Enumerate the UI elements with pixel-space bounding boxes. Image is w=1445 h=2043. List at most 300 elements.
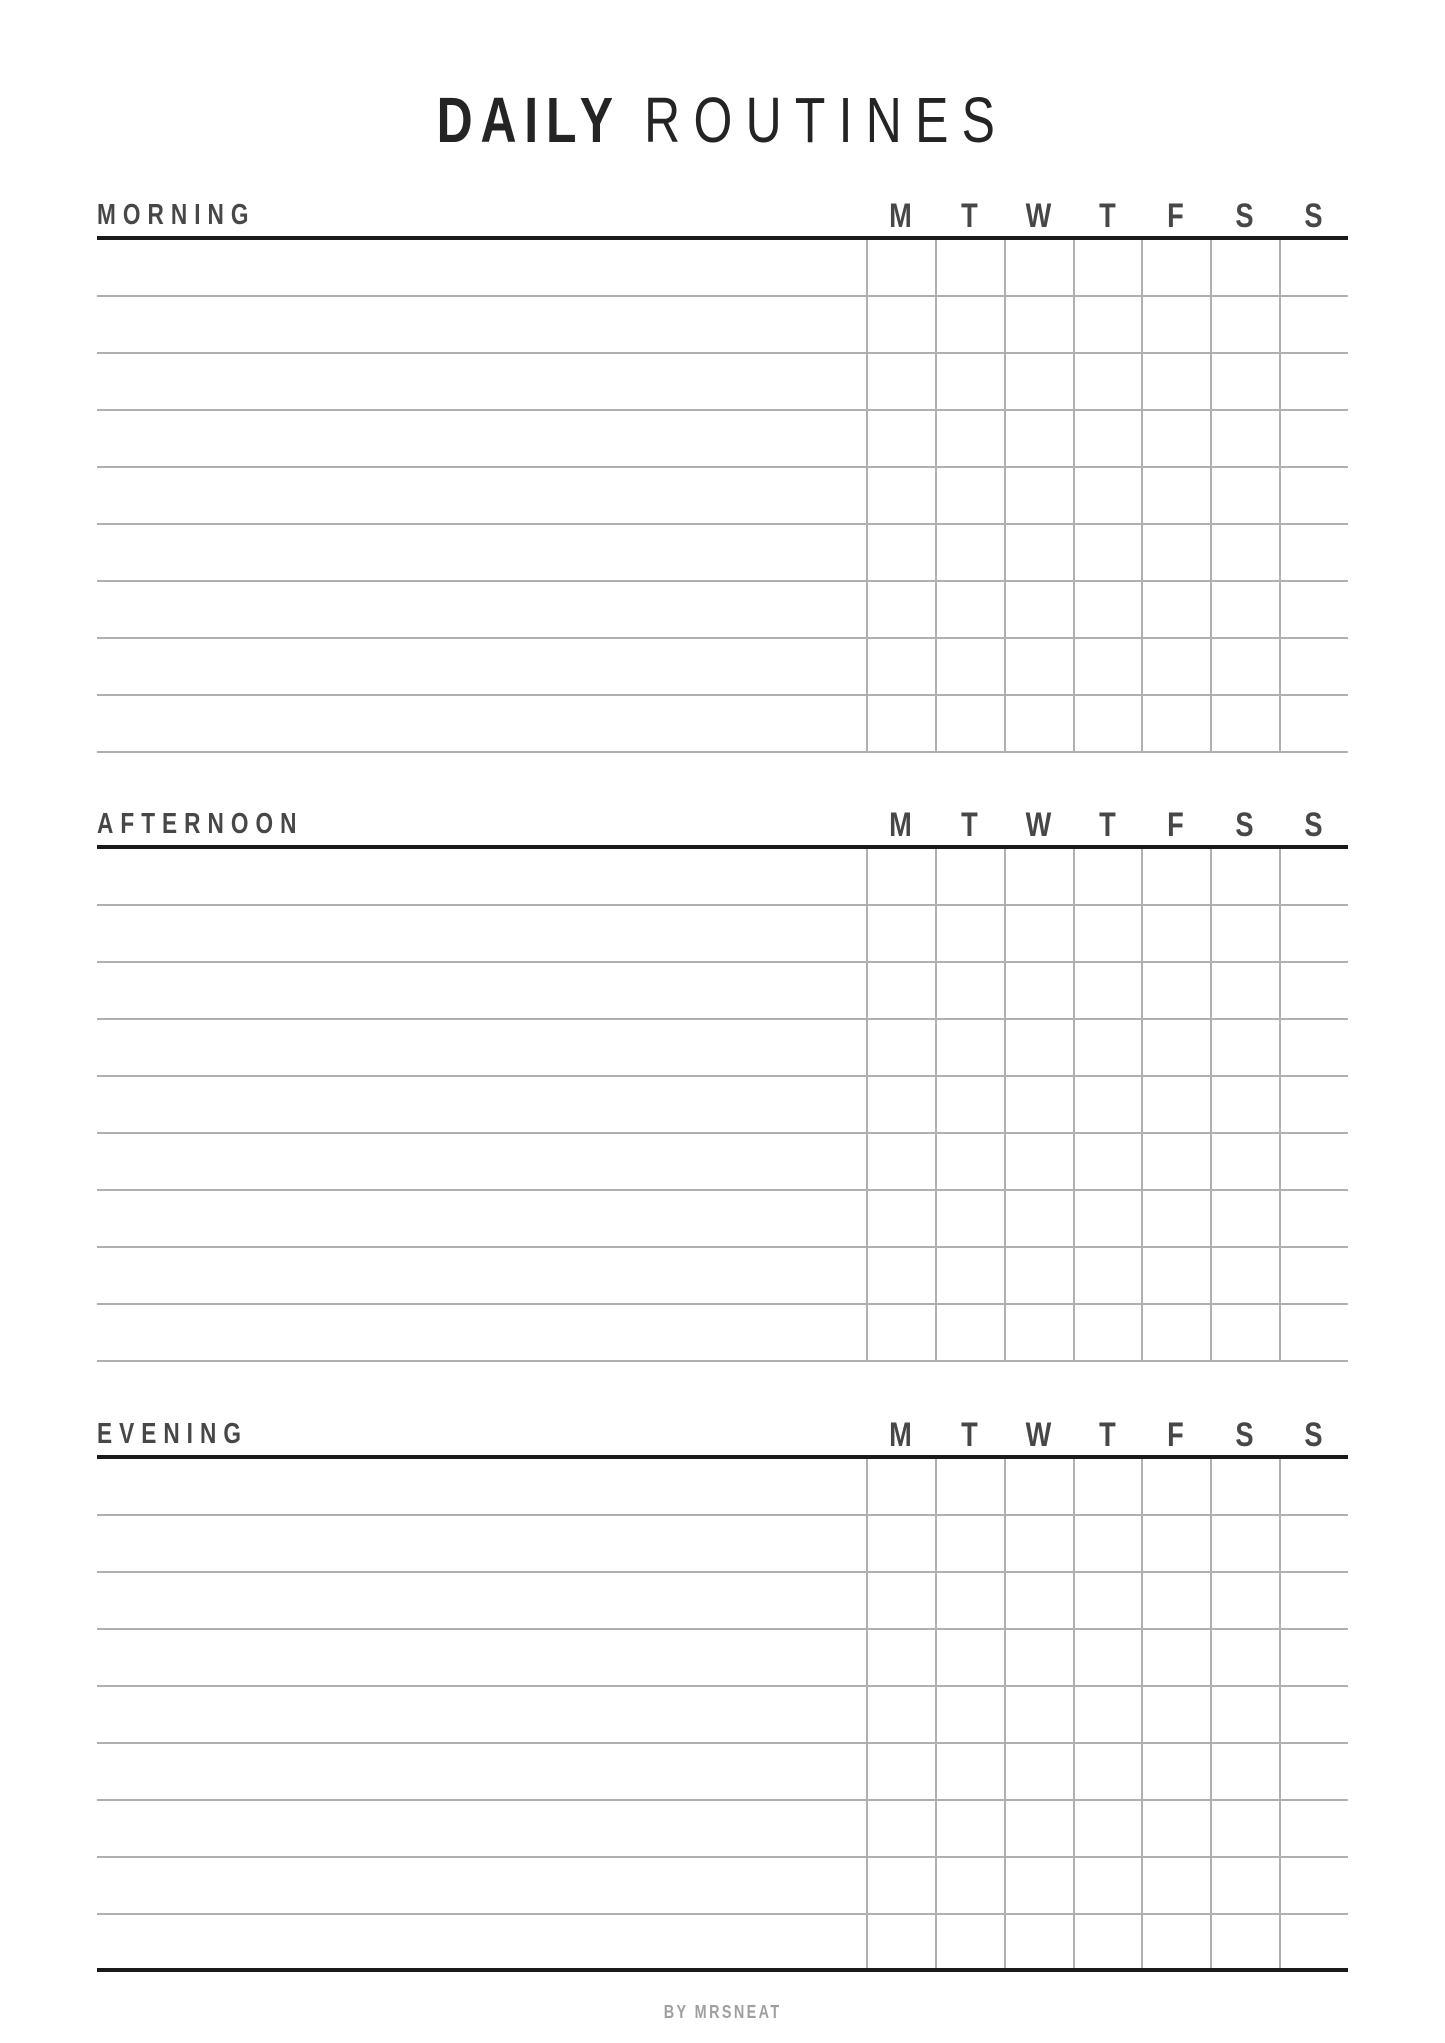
day-check-cell[interactable]: [866, 1858, 935, 1913]
day-check-cell[interactable]: [1279, 639, 1348, 694]
day-check-cell[interactable]: [866, 1134, 935, 1189]
day-check-cell[interactable]: [1141, 1191, 1210, 1246]
task-write-line[interactable]: [97, 1134, 866, 1189]
day-check-cell[interactable]: [1141, 1630, 1210, 1685]
task-row: [97, 1134, 1348, 1191]
day-check-cell[interactable]: [935, 1801, 1004, 1856]
day-cells: [866, 1191, 1348, 1246]
day-check-cell[interactable]: [866, 1020, 935, 1075]
day-check-cell[interactable]: [866, 849, 935, 904]
day-header-label: F: [1167, 806, 1185, 844]
day-check-cell[interactable]: [1004, 411, 1073, 466]
day-header-label: T: [960, 1416, 978, 1454]
day-check-cell[interactable]: [1279, 849, 1348, 904]
day-check-cell[interactable]: [1210, 240, 1279, 295]
day-check-cell[interactable]: [1141, 1077, 1210, 1132]
day-check-cell[interactable]: [1141, 297, 1210, 352]
day-check-cell[interactable]: [1141, 1573, 1210, 1628]
day-check-cell[interactable]: [1210, 963, 1279, 1018]
day-header-label: S: [1235, 806, 1254, 844]
page-title-primary: DAILY: [436, 84, 621, 156]
task-row: [97, 1915, 1348, 1972]
day-check-cell[interactable]: [1141, 354, 1210, 409]
task-write-line[interactable]: [97, 849, 866, 904]
task-write-line[interactable]: [97, 1077, 866, 1132]
task-write-line[interactable]: [97, 1516, 866, 1571]
task-write-line[interactable]: [97, 963, 866, 1018]
day-check-cell[interactable]: [1210, 582, 1279, 637]
day-cells: [866, 1459, 1348, 1514]
day-check-cell[interactable]: [1073, 963, 1142, 1018]
routine-grid: [97, 1459, 1348, 1972]
day-cells: [866, 1305, 1348, 1360]
day-check-cell[interactable]: [1073, 1915, 1142, 1968]
day-check-cell[interactable]: [935, 1630, 1004, 1685]
day-check-cell[interactable]: [1279, 1744, 1348, 1799]
day-header-label: F: [1167, 197, 1185, 235]
day-check-cell[interactable]: [1279, 1305, 1348, 1360]
day-check-cell[interactable]: [1279, 1459, 1348, 1514]
day-cells: [866, 1516, 1348, 1571]
task-row: [97, 1630, 1348, 1687]
task-write-line[interactable]: [97, 411, 866, 466]
task-row: [97, 1459, 1348, 1516]
day-cells: [866, 240, 1348, 295]
day-check-cell[interactable]: [1210, 1915, 1279, 1968]
task-write-line[interactable]: [97, 354, 866, 409]
day-header-row: [866, 199, 1348, 233]
day-check-cell[interactable]: [1210, 1573, 1279, 1628]
task-row: [97, 1248, 1348, 1305]
task-row: [97, 639, 1348, 696]
task-row: [97, 1744, 1348, 1801]
day-check-cell[interactable]: [1073, 1801, 1142, 1856]
day-check-cell[interactable]: [1141, 906, 1210, 961]
day-check-cell[interactable]: [1141, 1687, 1210, 1742]
day-check-cell[interactable]: [935, 1573, 1004, 1628]
day-header-row: [866, 808, 1348, 842]
day-check-cell[interactable]: [1141, 525, 1210, 580]
day-check-cell[interactable]: [935, 1248, 1004, 1303]
day-check-cell[interactable]: [1279, 1801, 1348, 1856]
day-check-cell[interactable]: [1073, 468, 1142, 523]
task-write-line[interactable]: [97, 1305, 866, 1360]
day-check-cell[interactable]: [866, 1459, 935, 1514]
day-check-cell[interactable]: [1004, 1630, 1073, 1685]
day-header-label: M: [889, 197, 912, 235]
footer: [0, 2003, 1445, 2022]
day-check-cell[interactable]: [866, 411, 935, 466]
day-check-cell[interactable]: [866, 1573, 935, 1628]
day-check-cell[interactable]: [1004, 1191, 1073, 1246]
day-check-cell[interactable]: [935, 1077, 1004, 1132]
day-cells: [866, 1687, 1348, 1742]
day-check-cell[interactable]: [1004, 1248, 1073, 1303]
day-check-cell[interactable]: [1210, 639, 1279, 694]
day-check-cell[interactable]: [1279, 1077, 1348, 1132]
day-check-cell[interactable]: [1279, 468, 1348, 523]
day-check-cell[interactable]: [1210, 1459, 1279, 1514]
day-check-cell[interactable]: [1004, 582, 1073, 637]
day-check-cell[interactable]: [1004, 468, 1073, 523]
day-check-cell[interactable]: [1279, 1573, 1348, 1628]
day-header-label: M: [889, 1416, 912, 1454]
day-check-cell[interactable]: [1004, 1687, 1073, 1742]
day-check-cell[interactable]: [1279, 354, 1348, 409]
day-check-cell[interactable]: [1141, 963, 1210, 1018]
day-cells: [866, 1134, 1348, 1189]
day-check-cell[interactable]: [1073, 1459, 1142, 1514]
day-check-cell[interactable]: [1004, 1516, 1073, 1571]
day-check-cell[interactable]: [1073, 1020, 1142, 1075]
day-check-cell[interactable]: [935, 1858, 1004, 1913]
day-check-cell[interactable]: [1004, 639, 1073, 694]
task-write-line[interactable]: [97, 1915, 866, 1968]
routine-grid: [97, 849, 1348, 1362]
day-check-cell[interactable]: [1141, 1020, 1210, 1075]
day-check-cell[interactable]: [1073, 849, 1142, 904]
day-check-cell[interactable]: [935, 1915, 1004, 1968]
section-morning: [97, 190, 1348, 753]
day-check-cell[interactable]: [866, 1915, 935, 1968]
day-check-cell[interactable]: [935, 696, 1004, 751]
day-check-cell[interactable]: [1210, 1744, 1279, 1799]
day-header-label: W: [1025, 197, 1051, 235]
day-check-cell[interactable]: [866, 525, 935, 580]
task-write-line[interactable]: [97, 1191, 866, 1246]
day-check-cell[interactable]: [1279, 1020, 1348, 1075]
day-check-cell[interactable]: [866, 582, 935, 637]
day-check-cell[interactable]: [935, 1134, 1004, 1189]
task-write-line[interactable]: [97, 639, 866, 694]
day-check-cell[interactable]: [1141, 1744, 1210, 1799]
day-check-cell[interactable]: [935, 1459, 1004, 1514]
day-check-cell[interactable]: [1210, 1630, 1279, 1685]
task-row: [97, 1573, 1348, 1630]
day-check-cell[interactable]: [1279, 1134, 1348, 1189]
day-check-cell[interactable]: [1210, 696, 1279, 751]
day-check-cell[interactable]: [1141, 240, 1210, 295]
day-check-cell[interactable]: [1279, 1858, 1348, 1913]
day-cells: [866, 411, 1348, 466]
day-check-cell[interactable]: [866, 1744, 935, 1799]
day-header-label: F: [1167, 1416, 1185, 1454]
day-cells: [866, 582, 1348, 637]
day-check-cell[interactable]: [1004, 297, 1073, 352]
day-check-cell[interactable]: [1073, 1630, 1142, 1685]
day-check-cell[interactable]: [935, 849, 1004, 904]
day-check-cell[interactable]: [866, 1248, 935, 1303]
section-header: [97, 799, 1348, 849]
task-row: [97, 1191, 1348, 1248]
task-write-line[interactable]: [97, 297, 866, 352]
day-check-cell[interactable]: [935, 906, 1004, 961]
task-write-line[interactable]: [97, 525, 866, 580]
day-check-cell[interactable]: [1073, 906, 1142, 961]
day-check-cell[interactable]: [1141, 1248, 1210, 1303]
day-check-cell[interactable]: [1004, 1858, 1073, 1913]
day-check-cell[interactable]: [1073, 639, 1142, 694]
day-check-cell[interactable]: [935, 1516, 1004, 1571]
day-check-cell[interactable]: [1004, 1915, 1073, 1968]
day-header-label: T: [1098, 197, 1116, 235]
task-write-line[interactable]: [97, 582, 866, 637]
day-check-cell[interactable]: [1279, 963, 1348, 1018]
task-row: [97, 297, 1348, 354]
day-check-cell[interactable]: [1073, 1516, 1142, 1571]
day-check-cell[interactable]: [1004, 1573, 1073, 1628]
day-header-label: T: [960, 197, 978, 235]
day-cells: [866, 297, 1348, 352]
day-check-cell[interactable]: [935, 240, 1004, 295]
day-header-label: W: [1025, 1416, 1051, 1454]
day-check-cell[interactable]: [866, 297, 935, 352]
day-check-cell[interactable]: [1210, 1858, 1279, 1913]
day-check-cell[interactable]: [1210, 297, 1279, 352]
day-header-label: S: [1235, 197, 1254, 235]
day-check-cell[interactable]: [1073, 1077, 1142, 1132]
day-check-cell[interactable]: [1141, 696, 1210, 751]
page-title-secondary: ROUTINES: [644, 84, 1009, 156]
day-check-cell[interactable]: [1141, 1858, 1210, 1913]
day-check-cell[interactable]: [1279, 1687, 1348, 1742]
task-row: [97, 906, 1348, 963]
day-cells: [866, 639, 1348, 694]
day-check-cell[interactable]: [866, 354, 935, 409]
task-write-line[interactable]: [97, 240, 866, 295]
day-cells: [866, 1630, 1348, 1685]
day-check-cell[interactable]: [1004, 1744, 1073, 1799]
day-check-cell[interactable]: [1210, 906, 1279, 961]
day-check-cell[interactable]: [1141, 1134, 1210, 1189]
day-header-label: S: [1304, 806, 1323, 844]
day-check-cell[interactable]: [935, 582, 1004, 637]
day-check-cell[interactable]: [935, 1191, 1004, 1246]
day-cells: [866, 696, 1348, 751]
day-check-cell[interactable]: [1073, 411, 1142, 466]
day-check-cell[interactable]: [1279, 411, 1348, 466]
day-check-cell[interactable]: [866, 240, 935, 295]
day-check-cell[interactable]: [935, 963, 1004, 1018]
task-write-line[interactable]: [97, 1020, 866, 1075]
day-check-cell[interactable]: [1004, 240, 1073, 295]
day-check-cell[interactable]: [1141, 411, 1210, 466]
day-check-cell[interactable]: [866, 906, 935, 961]
day-check-cell[interactable]: [1141, 1459, 1210, 1514]
day-cells: [866, 849, 1348, 904]
task-row: [97, 1020, 1348, 1077]
day-check-cell[interactable]: [1210, 1516, 1279, 1571]
section-label: AFTERNOON: [97, 808, 304, 840]
section-evening: [97, 1409, 1348, 1972]
day-header-label: S: [1304, 197, 1323, 235]
day-check-cell[interactable]: [1279, 1248, 1348, 1303]
day-check-cell[interactable]: [935, 1744, 1004, 1799]
day-check-cell[interactable]: [1210, 1077, 1279, 1132]
day-check-cell[interactable]: [1004, 849, 1073, 904]
day-cells: [866, 525, 1348, 580]
day-check-cell[interactable]: [1279, 1915, 1348, 1968]
day-check-cell[interactable]: [1004, 1801, 1073, 1856]
day-check-cell[interactable]: [1210, 525, 1279, 580]
day-check-cell[interactable]: [1210, 1020, 1279, 1075]
day-cells: [866, 354, 1348, 409]
task-row: [97, 582, 1348, 639]
day-check-cell[interactable]: [1141, 582, 1210, 637]
day-header-label: T: [1098, 1416, 1116, 1454]
day-check-cell[interactable]: [1073, 354, 1142, 409]
task-write-line[interactable]: [97, 1573, 866, 1628]
day-check-cell[interactable]: [1004, 696, 1073, 751]
day-check-cell[interactable]: [1073, 696, 1142, 751]
day-check-cell[interactable]: [935, 639, 1004, 694]
day-check-cell[interactable]: [1004, 1020, 1073, 1075]
task-row: [97, 1077, 1348, 1134]
day-check-cell[interactable]: [1073, 297, 1142, 352]
routine-grid: [97, 240, 1348, 753]
task-row: [97, 1801, 1348, 1858]
day-check-cell[interactable]: [1210, 1687, 1279, 1742]
task-row: [97, 411, 1348, 468]
day-check-cell[interactable]: [1073, 1744, 1142, 1799]
task-write-line[interactable]: [97, 468, 866, 523]
day-check-cell[interactable]: [866, 1516, 935, 1571]
day-check-cell[interactable]: [1004, 963, 1073, 1018]
day-check-cell[interactable]: [1279, 1191, 1348, 1246]
day-cells: [866, 1744, 1348, 1799]
day-check-cell[interactable]: [1141, 849, 1210, 904]
day-check-cell[interactable]: [1279, 696, 1348, 751]
day-check-cell[interactable]: [1073, 1305, 1142, 1360]
day-header-label: S: [1235, 1416, 1254, 1454]
day-check-cell[interactable]: [935, 354, 1004, 409]
day-check-cell[interactable]: [1073, 1248, 1142, 1303]
day-check-cell[interactable]: [1004, 354, 1073, 409]
day-check-cell[interactable]: [866, 1191, 935, 1246]
day-cells: [866, 906, 1348, 961]
page-title: [0, 84, 1445, 156]
day-check-cell[interactable]: [1004, 1459, 1073, 1514]
day-check-cell[interactable]: [1210, 1248, 1279, 1303]
day-check-cell[interactable]: [1141, 1801, 1210, 1856]
day-check-cell[interactable]: [1279, 297, 1348, 352]
day-header-label: S: [1304, 1416, 1323, 1454]
day-check-cell[interactable]: [935, 468, 1004, 523]
day-cells: [866, 1573, 1348, 1628]
day-check-cell[interactable]: [1004, 1077, 1073, 1132]
day-check-cell[interactable]: [935, 525, 1004, 580]
task-write-line[interactable]: [97, 1801, 866, 1856]
day-check-cell[interactable]: [1141, 1915, 1210, 1968]
task-write-line[interactable]: [97, 1630, 866, 1685]
day-header-row: [866, 1418, 1348, 1452]
day-check-cell[interactable]: [1004, 1305, 1073, 1360]
day-check-cell[interactable]: [935, 411, 1004, 466]
day-check-cell[interactable]: [866, 468, 935, 523]
task-row: [97, 1305, 1348, 1362]
day-check-cell[interactable]: [1141, 639, 1210, 694]
day-check-cell[interactable]: [866, 639, 935, 694]
day-check-cell[interactable]: [1004, 525, 1073, 580]
task-write-line[interactable]: [97, 1858, 866, 1913]
task-row: [97, 696, 1348, 753]
task-row: [97, 525, 1348, 582]
task-write-line[interactable]: [97, 1459, 866, 1514]
day-check-cell[interactable]: [1210, 1801, 1279, 1856]
task-write-line[interactable]: [97, 1687, 866, 1742]
task-write-line[interactable]: [97, 1248, 866, 1303]
day-check-cell[interactable]: [866, 1687, 935, 1742]
day-check-cell[interactable]: [1279, 525, 1348, 580]
day-check-cell[interactable]: [1279, 1630, 1348, 1685]
day-check-cell[interactable]: [866, 1305, 935, 1360]
day-check-cell[interactable]: [1073, 1858, 1142, 1913]
day-check-cell[interactable]: [866, 963, 935, 1018]
day-cells: [866, 468, 1348, 523]
day-check-cell[interactable]: [866, 696, 935, 751]
task-row: [97, 1858, 1348, 1915]
task-row: [97, 963, 1348, 1020]
day-cells: [866, 1077, 1348, 1132]
day-check-cell[interactable]: [935, 1305, 1004, 1360]
day-check-cell[interactable]: [1279, 1516, 1348, 1571]
day-check-cell[interactable]: [1210, 1191, 1279, 1246]
day-check-cell[interactable]: [1004, 906, 1073, 961]
day-check-cell[interactable]: [1073, 1687, 1142, 1742]
day-cells: [866, 1915, 1348, 1968]
day-check-cell[interactable]: [1073, 240, 1142, 295]
day-check-cell[interactable]: [1279, 240, 1348, 295]
task-row: [97, 468, 1348, 525]
task-write-line[interactable]: [97, 906, 866, 961]
day-check-cell[interactable]: [1073, 582, 1142, 637]
day-check-cell[interactable]: [866, 1630, 935, 1685]
day-check-cell[interactable]: [1073, 1573, 1142, 1628]
day-check-cell[interactable]: [866, 1077, 935, 1132]
day-check-cell[interactable]: [1210, 849, 1279, 904]
day-check-cell[interactable]: [1141, 468, 1210, 523]
day-check-cell[interactable]: [866, 1801, 935, 1856]
section-header: [97, 1409, 1348, 1459]
day-check-cell[interactable]: [1210, 411, 1279, 466]
day-check-cell[interactable]: [935, 297, 1004, 352]
task-write-line[interactable]: [97, 1744, 866, 1799]
day-check-cell[interactable]: [1073, 525, 1142, 580]
day-check-cell[interactable]: [1210, 1305, 1279, 1360]
day-check-cell[interactable]: [1210, 1134, 1279, 1189]
task-row: [97, 240, 1348, 297]
day-check-cell[interactable]: [1141, 1516, 1210, 1571]
footer-credit: BY MRSNEAT: [663, 2002, 782, 2022]
day-check-cell[interactable]: [1210, 468, 1279, 523]
section-label: EVENING: [97, 1418, 248, 1450]
task-row: [97, 1516, 1348, 1573]
task-row: [97, 354, 1348, 411]
day-check-cell[interactable]: [1141, 1305, 1210, 1360]
day-check-cell[interactable]: [1073, 1134, 1142, 1189]
day-check-cell[interactable]: [1073, 1191, 1142, 1246]
section-header: [97, 190, 1348, 240]
day-cells: [866, 1858, 1348, 1913]
day-check-cell[interactable]: [935, 1020, 1004, 1075]
task-write-line[interactable]: [97, 696, 866, 751]
task-row: [97, 849, 1348, 906]
day-check-cell[interactable]: [1279, 582, 1348, 637]
day-check-cell[interactable]: [1279, 906, 1348, 961]
day-check-cell[interactable]: [1210, 354, 1279, 409]
day-check-cell[interactable]: [935, 1687, 1004, 1742]
day-check-cell[interactable]: [1004, 1134, 1073, 1189]
